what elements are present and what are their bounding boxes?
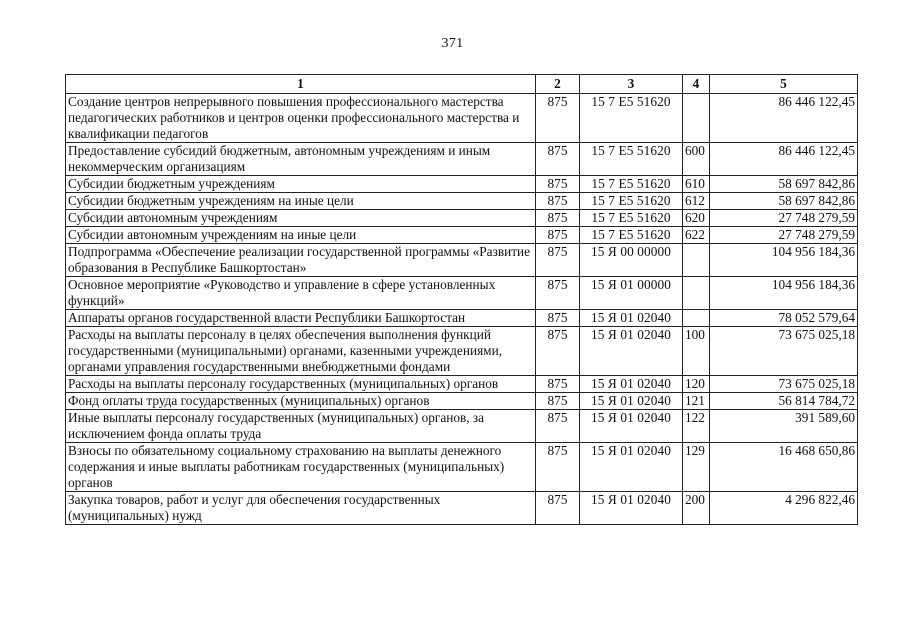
row-amount-cell: 104 956 184,36 — [710, 244, 858, 277]
row-amount-cell: 73 675 025,18 — [710, 327, 858, 376]
row-expense-type-cell: 121 — [683, 393, 710, 410]
table-row — [66, 244, 858, 277]
table-row — [66, 193, 858, 210]
row-name-cell: Взносы по обязательному социальному страхованию на выплаты денежного содержания и иные выплаты работникам государственных (муниципальных) органов — [66, 443, 536, 492]
row-name-cell: Аппараты органов государственной власти Республики Башкортостан — [66, 310, 536, 327]
row-expense-type-cell: 200 — [683, 492, 710, 525]
row-expense-type-cell — [683, 310, 710, 327]
row-target-article-cell: 15 Я 01 02040 — [580, 376, 683, 393]
row-target-article-cell: 15 7 E5 51620 — [580, 94, 683, 143]
table-header — [66, 75, 858, 94]
row-name-cell: Субсидии автономным учреждениям на иные цели — [66, 227, 536, 244]
row-expense-type-cell: 620 — [683, 210, 710, 227]
table-row — [66, 94, 858, 143]
table-body — [66, 94, 858, 525]
table-row — [66, 277, 858, 310]
row-target-article-cell: 15 7 E5 51620 — [580, 227, 683, 244]
table-row — [66, 492, 858, 525]
row-amount-cell: 86 446 122,45 — [710, 143, 858, 176]
row-amount-cell: 27 748 279,59 — [710, 210, 858, 227]
row-ministry-cell: 875 — [536, 176, 580, 193]
row-expense-type-cell — [683, 244, 710, 277]
row-ministry-cell: 875 — [536, 393, 580, 410]
row-name-cell: Расходы на выплаты персоналу в целях обеспечения выполнения функций государственными (муниципальными) органами, казенными учреждениями, органами управления государственными внебюджетными фондами — [66, 327, 536, 376]
table-row — [66, 410, 858, 443]
table-row — [66, 327, 858, 376]
budget-table — [65, 74, 858, 525]
table-row — [66, 393, 858, 410]
row-amount-cell: 78 052 579,64 — [710, 310, 858, 327]
row-amount-cell: 27 748 279,59 — [710, 227, 858, 244]
row-expense-type-cell: 100 — [683, 327, 710, 376]
row-ministry-cell: 875 — [536, 277, 580, 310]
row-target-article-cell: 15 Я 01 02040 — [580, 393, 683, 410]
row-target-article-cell: 15 7 E5 51620 — [580, 176, 683, 193]
row-ministry-cell: 875 — [536, 227, 580, 244]
row-amount-cell: 4 296 822,46 — [710, 492, 858, 525]
row-ministry-cell: 875 — [536, 492, 580, 525]
row-amount-cell: 16 468 650,86 — [710, 443, 858, 492]
table-row — [66, 376, 858, 393]
row-name-cell: Фонд оплаты труда государственных (муниципальных) органов — [66, 393, 536, 410]
table-row — [66, 143, 858, 176]
row-name-cell: Основное мероприятие «Руководство и управление в сфере установленных функций» — [66, 277, 536, 310]
row-ministry-cell: 875 — [536, 443, 580, 492]
row-name-cell: Субсидии бюджетным учреждениям — [66, 176, 536, 193]
row-ministry-cell: 875 — [536, 327, 580, 376]
table-row — [66, 227, 858, 244]
row-target-article-cell: 15 Я 01 02040 — [580, 310, 683, 327]
row-amount-cell: 56 814 784,72 — [710, 393, 858, 410]
header-ministry-column: 2 — [536, 75, 580, 94]
row-amount-cell: 73 675 025,18 — [710, 376, 858, 393]
row-name-cell: Подпрограмма «Обеспечение реализации государственной программы «Развитие образования в Республике Башкортостан» — [66, 244, 536, 277]
row-target-article-cell: 15 7 E5 51620 — [580, 143, 683, 176]
row-target-article-cell: 15 Я 01 02040 — [580, 327, 683, 376]
row-name-cell: Закупка товаров, работ и услуг для обеспечения государственных (муниципальных) нужд — [66, 492, 536, 525]
table-row — [66, 210, 858, 227]
row-ministry-cell: 875 — [536, 210, 580, 227]
row-amount-cell: 104 956 184,36 — [710, 277, 858, 310]
row-expense-type-cell: 600 — [683, 143, 710, 176]
row-name-cell: Субсидии бюджетным учреждениям на иные цели — [66, 193, 536, 210]
page-number: 371 — [441, 36, 464, 51]
row-amount-cell: 58 697 842,86 — [710, 193, 858, 210]
row-target-article-cell: 15 7 E5 51620 — [580, 210, 683, 227]
header-name-column: 1 — [66, 75, 536, 94]
header-row — [66, 75, 858, 94]
row-expense-type-cell: 622 — [683, 227, 710, 244]
row-target-article-cell: 15 Я 00 00000 — [580, 244, 683, 277]
row-ministry-cell: 875 — [536, 310, 580, 327]
row-expense-type-cell: 612 — [683, 193, 710, 210]
row-name-cell: Иные выплаты персоналу государственных (муниципальных) органов, за исключением фонда оплаты труда — [66, 410, 536, 443]
row-name-cell: Субсидии автономным учреждениям — [66, 210, 536, 227]
row-name-cell: Расходы на выплаты персоналу государственных (муниципальных) органов — [66, 376, 536, 393]
table-row — [66, 310, 858, 327]
row-ministry-cell: 875 — [536, 193, 580, 210]
row-expense-type-cell: 122 — [683, 410, 710, 443]
row-amount-cell: 391 589,60 — [710, 410, 858, 443]
row-target-article-cell: 15 Я 01 02040 — [580, 492, 683, 525]
row-amount-cell: 86 446 122,45 — [710, 94, 858, 143]
row-expense-type-cell: 129 — [683, 443, 710, 492]
row-target-article-cell: 15 7 E5 51620 — [580, 193, 683, 210]
table-row — [66, 176, 858, 193]
header-target-article-column: 3 — [580, 75, 683, 94]
row-ministry-cell: 875 — [536, 94, 580, 143]
row-ministry-cell: 875 — [536, 410, 580, 443]
header-amount-column: 5 — [710, 75, 858, 94]
header-expense-type-column: 4 — [683, 75, 710, 94]
table-row — [66, 443, 858, 492]
row-name-cell: Создание центров непрерывного повышения профессионального мастерства педагогических работников и центров оценки профессионального мастерства и квалификации педагогов — [66, 94, 536, 143]
row-name-cell: Предоставление субсидий бюджетным, автономным учреждениям и иным некоммерческим организациям — [66, 143, 536, 176]
row-ministry-cell: 875 — [536, 143, 580, 176]
row-ministry-cell: 875 — [536, 376, 580, 393]
row-expense-type-cell — [683, 94, 710, 143]
row-expense-type-cell: 120 — [683, 376, 710, 393]
row-ministry-cell: 875 — [536, 244, 580, 277]
row-amount-cell: 58 697 842,86 — [710, 176, 858, 193]
row-target-article-cell: 15 Я 01 02040 — [580, 410, 683, 443]
row-target-article-cell: 15 Я 01 02040 — [580, 443, 683, 492]
row-expense-type-cell: 610 — [683, 176, 710, 193]
row-target-article-cell: 15 Я 01 00000 — [580, 277, 683, 310]
row-expense-type-cell — [683, 277, 710, 310]
